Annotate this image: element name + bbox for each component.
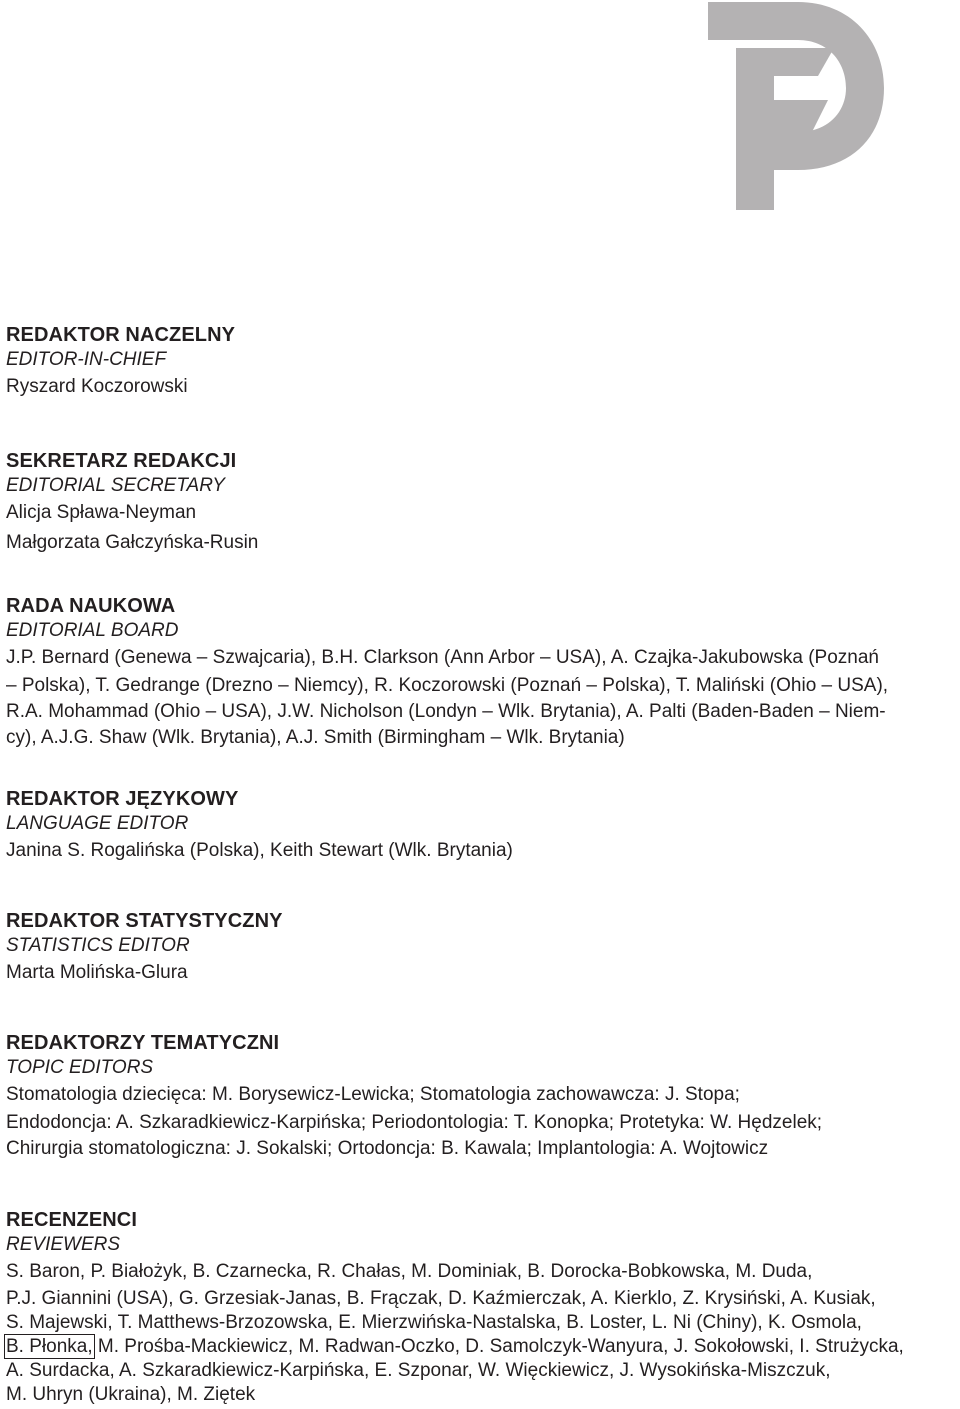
reviewers-line: M. Uhryn (Ukraina), M. Ziętek [6, 1384, 256, 1405]
board-line: J.P. Bernard (Genewa – Szwajcaria), B.H. Clarkson (Ann Arbor – USA), A. Czajka-Jakubowska (Poznań [6, 647, 879, 668]
section-subtitle: TOPIC EDITORS [6, 1057, 154, 1078]
reviewers-section [6, 1207, 904, 1407]
editor-in-chief-section [6, 322, 235, 402]
section-title: REDAKTOR JĘZYKOWY [6, 788, 239, 810]
section-title: REDAKTORZY TEMATYCZNI [6, 1032, 280, 1054]
person-name: Janina S. Rogalińska (Polska), Keith Stewart (Wlk. Brytania) [6, 840, 513, 861]
person-name: Alicja Spława-Neyman [6, 502, 197, 523]
logo-d-shape [708, 2, 884, 170]
logo-f-top-bar [774, 48, 834, 76]
reviewers-line: S. Majewski, T. Matthews-Brzozowska, E. Mierzwińska-Nastalska, B. Loster, L. Ni (Chiny), K. Osmola, [6, 1312, 862, 1333]
section-title: SEKRETARZ REDAKCJI [6, 450, 237, 472]
section-title: RADA NAUKOWA [6, 595, 176, 617]
section-subtitle: REVIEWERS [6, 1234, 121, 1255]
reviewers-line: P.J. Giannini (USA), G. Grzesiak-Janas, B. Frączak, D. Kaźmierczak, A. Kierklo, Z. Krysiński, A. Kusiak, [6, 1288, 876, 1309]
section-title: REDAKTOR STATYSTYCZNY [6, 910, 283, 932]
boxed-reviewer-name: B. Płonka, [6, 1336, 93, 1357]
section-title: REDAKTOR NACZELNY [6, 324, 236, 346]
board-line: R.A. Mohammad (Ohio – USA), J.W. Nicholson (Londyn – Wlk. Brytania), A. Palti (Baden-Baden – Niem- [6, 701, 886, 722]
section-subtitle: EDITOR-IN-CHIEF [6, 349, 167, 370]
topic-line: Stomatologia dziecięca: M. Borysewicz-Lewicka; Stomatologia zachowawcza: J. Stopa; [6, 1084, 740, 1105]
section-subtitle: STATISTICS EDITOR [6, 935, 190, 956]
topic-line: Endodoncja: A. Szkaradkiewicz-Karpińska; Periodontologia: T. Konopka; Protetyka: W. Hędzelek; [6, 1112, 823, 1133]
section-title: RECENZENCI [6, 1209, 138, 1231]
section-subtitle: EDITORIAL BOARD [6, 620, 179, 641]
language-editor-section [6, 786, 513, 866]
editorial-board-section [6, 593, 888, 751]
df-logo-icon [700, 0, 890, 214]
reviewers-line: A. Surdacka, A. Szkaradkiewicz-Karpińska, E. Szponar, W. Więckiewicz, J. Wysokińska-Miszczuk, [6, 1360, 831, 1381]
board-line: cy), A.J.G. Shaw (Wlk. Brytania), A.J. Smith (Birmingham – Wlk. Brytania) [6, 727, 625, 748]
person-name: Ryszard Koczorowski [6, 376, 188, 397]
board-line: – Polska), T. Gedrange (Drezno – Niemcy), R. Koczorowski (Poznań – Polska), T. Maliński (Ohio – USA), [6, 675, 889, 696]
topic-line: Chirurgia stomatologiczna: J. Sokalski; Ortodoncja: B. Kawala; Implantologia: A. Wojtowicz [6, 1138, 769, 1159]
reviewers-line-rest: M. Prośba-Mackiewicz, M. Radwan-Oczko, D. Samolczyk-Wanyura, J. Sokołowski, I. Strużycka, [92, 1336, 904, 1357]
person-name: Marta Molińska-Glura [6, 962, 188, 983]
section-subtitle: LANGUAGE EDITOR [6, 813, 189, 834]
editorial-secretary-section [6, 448, 258, 558]
reviewers-line [6, 1335, 904, 1359]
statistics-editor-section [6, 908, 283, 988]
reviewers-line: S. Baron, P. Białożyk, B. Czarnecka, R. Chałas, M. Dominiak, B. Dorocka-Bobkowska, M. Duda, [6, 1261, 813, 1282]
topic-editors-section [6, 1030, 822, 1162]
section-subtitle: EDITORIAL SECRETARY [6, 475, 225, 496]
person-name: Małgorzata Gałczyńska-Rusin [6, 532, 259, 553]
